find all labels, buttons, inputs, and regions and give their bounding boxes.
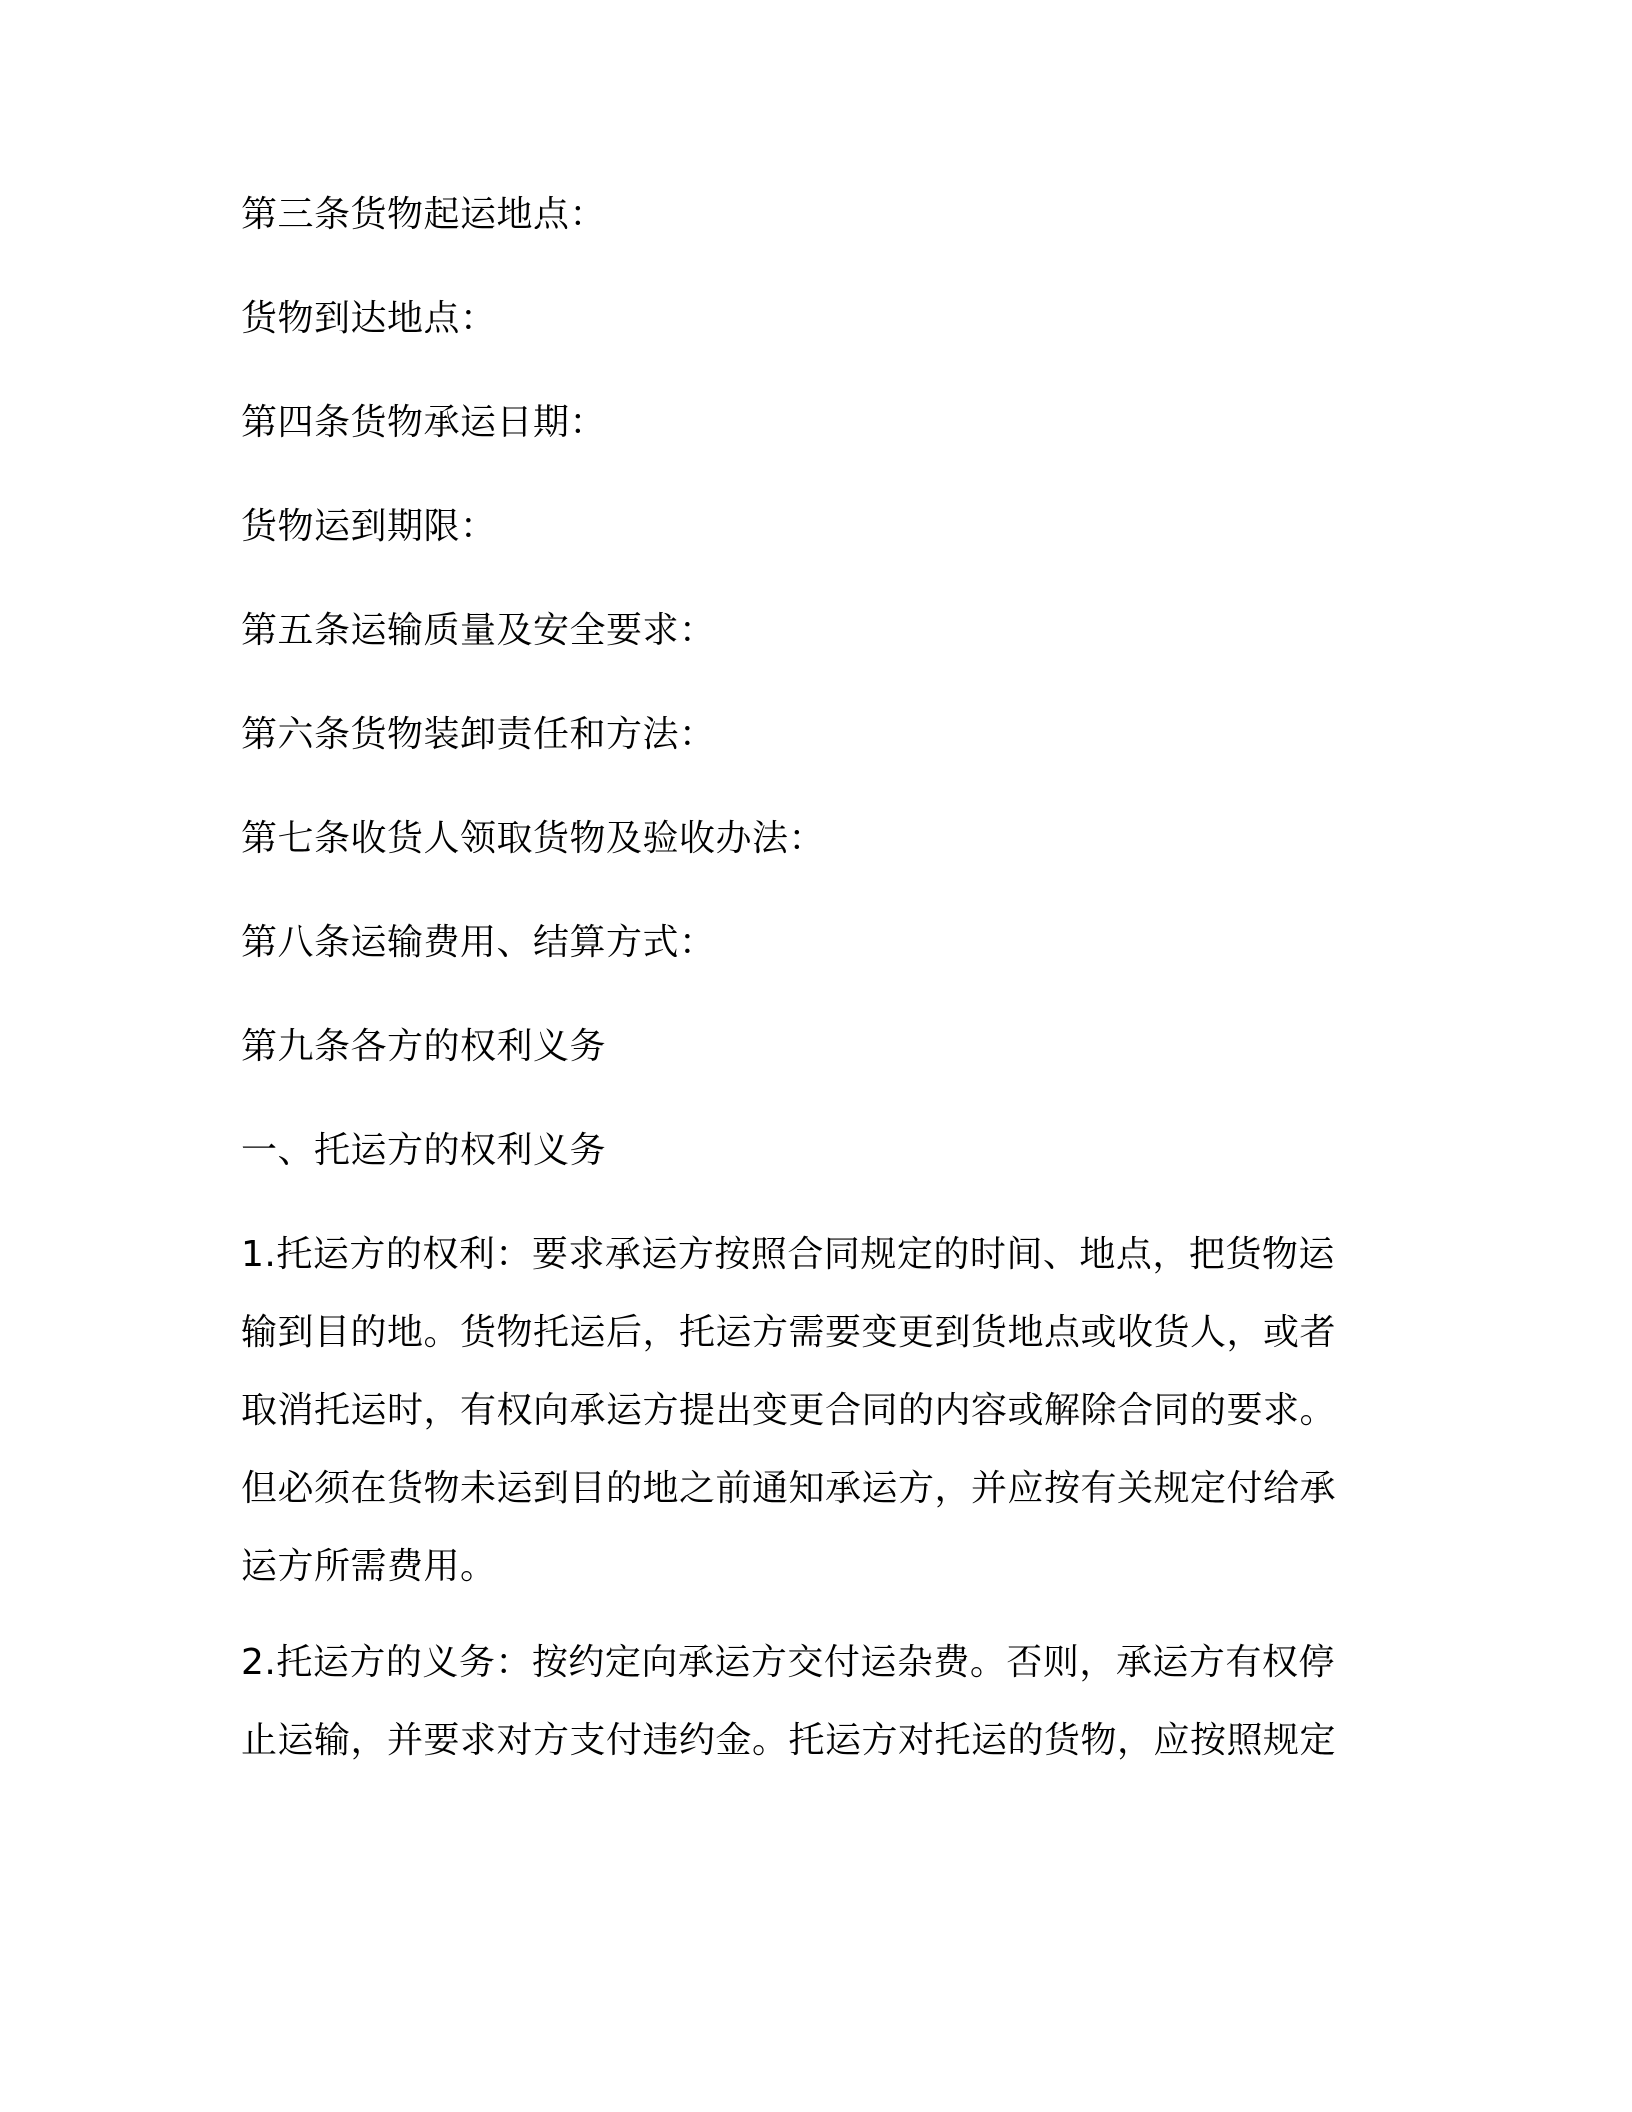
paragraph-line: 1.托运方的权利：要求承运方按照合同规定的时间、地点，把货物运 (241, 1234, 1335, 1275)
paragraph-line: 取消托运时，有权向承运方提出变更合同的内容或解除合同的要求。 (241, 1390, 1337, 1431)
paragraph-line: 但必须在货物未运到目的地之前通知承运方，并应按有关规定付给承 (241, 1468, 1337, 1509)
paragraph-line: 输到目的地。货物托运后，托运方需要变更到货地点或收货人，或者 (241, 1312, 1337, 1353)
clause-7-receiving: 第七条收货人领取货物及验收办法： (241, 818, 826, 859)
destination-line: 货物到达地点： (241, 298, 497, 339)
paragraph-line: 2.托运方的义务：按约定向承运方交付运杂费。否则，承运方有权停 (241, 1642, 1335, 1683)
delivery-deadline-line: 货物运到期限： (241, 506, 497, 547)
clause-3-origin: 第三条货物起运地点： (241, 194, 607, 235)
clause-5-quality: 第五条运输质量及安全要求： (241, 610, 716, 651)
section-1-shipper-rights: 一、托运方的权利义务 (241, 1130, 607, 1171)
paragraph-line: 运方所需费用。 (241, 1546, 497, 1587)
clause-6-loading: 第六条货物装卸责任和方法： (241, 714, 716, 755)
clause-8-fees: 第八条运输费用、结算方式： (241, 922, 716, 963)
shipper-rights-paragraph (241, 1216, 1361, 1606)
clause-4-date: 第四条货物承运日期： (241, 402, 607, 443)
clause-9-rights: 第九条各方的权利义务 (241, 1026, 607, 1067)
paragraph-line: 止运输，并要求对方支付违约金。托运方对托运的货物，应按照规定 (241, 1720, 1337, 1761)
document-body (241, 188, 1361, 1798)
shipper-obligations-paragraph (241, 1624, 1361, 1780)
